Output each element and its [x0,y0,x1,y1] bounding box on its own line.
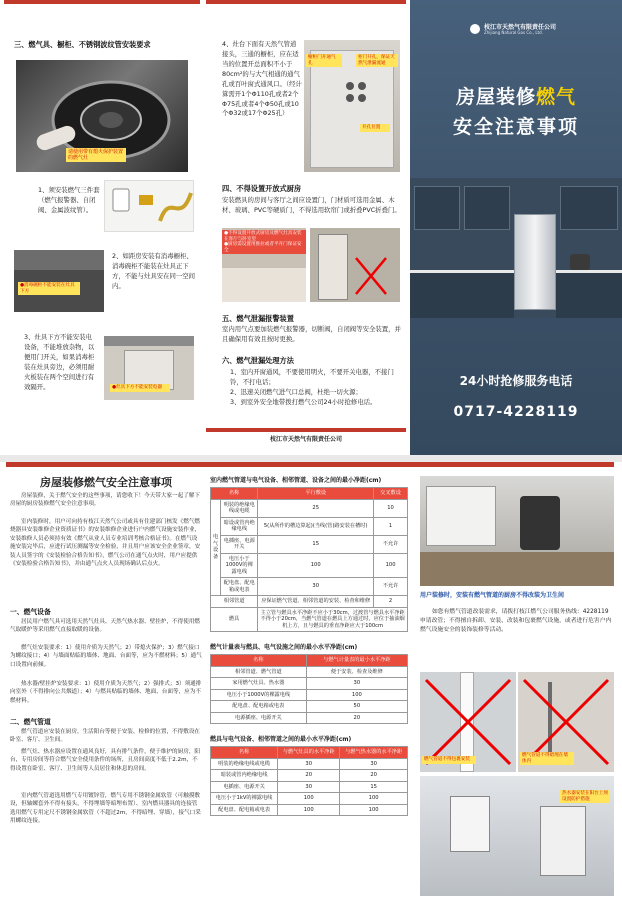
pipeline-title: 二、燃气管道 [10,718,51,726]
t3-r4c1: 100 [278,804,340,816]
pipe-enclosed-photo [420,672,516,772]
t1-r1c0: 暗设或管内绝缘电线 [221,517,258,535]
t2-r4c1: 20 [306,712,407,724]
table1 [210,487,408,632]
cabinet-vent-photo [304,40,400,172]
t1-r3c0: 电压小于1000V的裸露电线 [221,553,258,578]
brochure-inner-sheet [0,462,622,906]
equipment-text-3: 热水器/壁挂炉安装要求：1）使用介质为天然气；2）强排式；3）须通排向室外（不得排向公共烟道）；4）与燃具贴临的墙体、地面、台面等，应为不燃材料。 [10,681,202,704]
t3-r1c2: 20 [340,770,408,782]
section5-title: 五、燃气泄漏报警装置 [222,314,294,323]
lower-cabinet-right [556,270,622,318]
table2-title: 燃气计量表与燃具、电气设施之间的最小水平净距(cm) [210,644,358,651]
t2-r1c0: 家用燃气灶具、热水器 [211,678,307,690]
item3-caption: ●灶具下方不能安装电器 [110,384,170,392]
company-logo-icon [470,24,480,34]
kitchen-photo [420,476,614,586]
heater-unit [450,796,490,852]
item2-text: 2、如距房安装有消毒橱柜、消毒碗柜不能装在灶具正下方，不能与灶具安在同一空间内。 [112,252,196,290]
t3-r2c0: 电插座、电源开关 [211,781,278,793]
countertop [104,336,194,346]
equipment-title: 一、燃气设备 [10,608,51,616]
hotline-number: 0717-4228119 [453,404,579,420]
t2-r0c0: 相邻管道、燃气管道 [211,666,307,678]
counter [420,552,614,586]
water-heater [520,496,560,550]
t2-r2c1: 100 [306,689,407,701]
cover-panel [410,0,622,455]
t1-r2c0: 电插座、电源开关 [221,535,258,553]
pipeline-text-3: 室内燃气管道选用燃气专用镀锌管，燃气专用不锈钢金属软管（可触摸敷设，但轴螺套外不得有接头，不得埋墙等暗埋布置）、室内燃具器具的连接管选用燃气专用定尺不锈钢金属软管（不超过2m，不得暗埋、穿墙），接气口采用螺纹连接。 [10,793,201,825]
item2-caption: ●消毒碗柜不能安装在灶具下方 [18,282,80,295]
heater-cabinet [540,806,586,876]
t1-r6c0: 燃具 [211,607,258,632]
photo-caption-1: 燃气管道不得包裹安装 [422,756,476,764]
photo-caption-3: 热水器安装在阳台上须设置防护措施 [560,790,610,803]
item1-text: 1、须安装燃气三件套（燃气报警器、自闭阀、金属波纹管）。 [38,186,100,214]
t3-r1c0: 暗装或管内绝缘电线 [211,770,278,782]
t1-r1c2: 1 [374,517,408,535]
t3-r0c1: 30 [278,758,340,770]
t1-r5c0: 相邻管道 [211,596,258,608]
panel1-top-bar [4,0,200,4]
table3-title: 燃具与电气设备、相邻管道之间的最小水平净距(cm) [210,736,352,743]
cover-title-highlight: 燃气 [536,86,577,108]
cover-title-pre: 房屋装修 [455,86,536,108]
panel2-footer: 枝江市天然气有限责任公司 [269,436,342,443]
t3-r1c1: 20 [278,770,340,782]
inner-main-title: 房屋装修燃气安全注意事项 [40,476,172,489]
table3 [210,746,408,816]
stove-appliance-photo [104,336,194,400]
section6-title: 六、燃气泄漏处理方法 [222,356,294,365]
t2-h0: 名称 [211,655,307,667]
t3-r3c0: 电压小于1kV的裸露电线 [211,793,278,805]
item3-text: 3、灶具下方不能安装电设备，不能堆放杂物，以便用门开关，如果消毒柜装在灶具旁边，必须用耐火板装在两个空间进行有效隔开。 [24,333,95,391]
gas-kit-photo [104,180,194,232]
upper-cabinet-mid [464,186,510,230]
t1-r4c0: 配电盘、配电箱或电表 [221,578,258,596]
t2-h1: 与燃气计量表的最小水平净距 [306,655,407,667]
t1-r1c1: 5(从所作的槽边算起)(当线(管)路安装在槽时) [258,517,374,535]
equipment-text-2: 燃气灶安装要求：1）使用介质为天然气；2）带熄火保护；3）燃气接口为螺纹接口；4）与墙面贴临的墙体、地面、台面等，应为不燃材料；5）通气口设置向前倾。 [10,645,202,668]
upper-cabinet-left [414,186,460,230]
t1-r3c1: 100 [258,553,374,578]
intro-paragraph-2: 室内装修时，用户可向持有枝江天然气公司或具有住建部门核发《燃气燃烧器具安装维修企业资质证书》的安装维修企业进行户内燃气设施安装作业，安装维修人员必须持有效《燃气从业人员专业培训考核合格证书》。在燃气设施安装完毕后，应进行试压测漏等安全检验，并且用户应该安全企业签章，安装人员签字的《安装检验合格告知书》，燃气公司在通气点火时，用户应提供《安装检验合格告知书》，并由通气点火人员现场确认后点火。 [10,519,201,567]
cover-title-line2: 安全注意事项 [452,116,579,138]
pipe-embedded-photo [518,672,614,772]
section6-item-3: 3、到室外安全地带拨打燃气公司24小时抢修电话。 [230,398,377,406]
gas-stove-photo [16,60,188,172]
gas-alarm-valve-hose-icon [105,181,194,232]
cover-title-line1 [410,82,622,109]
section3-heading: 三、燃气具、橱柜、不锈钢波纹管安装要求 [14,40,151,49]
pot [570,254,590,270]
section4-caption: ●不得设置开放式厨房及燃气灶具安装在客厅与卧室里 ●厨房需设置用推拉或者平开门保证安全 [222,230,306,254]
t3-r3c2: 100 [340,793,408,805]
t1-r0c0: 明装的绝缘电线或电缆 [221,499,258,517]
kitchen-illustration [410,178,622,318]
equipment-text-1: 居民用户燃气具可选用天然气灶具、天然气热水器、壁挂炉，不得使用燃气取暖炉等采用燃气直接取暖的设备。 [10,619,201,634]
t3-r0c2: 30 [340,758,408,770]
t1-r0c2: 10 [374,499,408,517]
t3-r0c0: 明装的绝缘电线或电缆 [211,758,278,770]
stove-caption: 请使用带有熄火保护装置的燃气灶 [66,148,126,162]
t1-h1: 平行敷设 [258,488,374,500]
t1-r2c2: 不允许 [374,535,408,553]
vent-holes-icon [344,80,374,110]
balcony-heater-photo [420,776,614,896]
pipeline-text-1: 燃气管道应安装在厨房，生活阳台等便于安装、检修的位置，不得敷设在卧室、客厅、卫生间。 [10,729,201,744]
section6-item-2: 2、迅速关闭燃气进气口总阀，杜绝一切火源； [230,388,362,396]
t2-r4c0: 电源插座、电源开关 [211,712,307,724]
t1-r0c1: 25 [258,499,374,517]
item4-text: 4、灶台下面有天然气管道接头，三通的橱柜，应在适当的位置开总面积不小于80cm²的与大气相通的通气孔或百叶窗式通风口。（经计算需开1个Φ110孔或者2个Φ75孔或者4个Φ50孔或10个Φ32或17个Φ25孔） [222,40,302,118]
t3-r4c0: 配电盘、配电箱或电表 [211,804,278,816]
panel2-bottom-bar [206,428,406,432]
t3-r4c2: 100 [340,804,408,816]
t1-r5c2: 2 [374,596,408,608]
panel2-top-bar [206,0,406,4]
vent-caption-3: 开孔位置 [360,124,390,132]
t3-r2c2: 15 [340,781,408,793]
tables-panel [210,472,408,816]
t2-r2c0: 电压小于1000V的裸露电线 [211,689,307,701]
t1-r4c1: 30 [258,578,374,596]
t1-r4c2: 不允许 [374,578,408,596]
red-x-icon [310,228,400,302]
t3-r3c1: 100 [278,793,340,805]
open-kitchen-photo [222,228,306,302]
cover-company-name: 枝江市天然气有限责任公司 [484,24,557,31]
t3-r2c1: 30 [278,781,340,793]
t2-r1c1: 30 [306,678,407,690]
t1-h0: 名称 [211,488,258,500]
t1-r2c1: 15 [258,535,374,553]
vent-caption-1: 橱柜门开通气孔 [306,54,342,67]
t3-h0: 名称 [211,747,278,759]
t3-h2: 与燃气热水器的水平净距 [340,747,408,759]
t1-r5c1: 应保证燃气管道、相邻管道的安装、检查和维修 [258,596,374,608]
t2-r0c1: 便于安装、检查及维修 [306,666,407,678]
t1-group: 电气设备 [211,499,221,596]
kitchen-counter [222,268,306,302]
t1-h2: 交叉敷设 [374,488,408,500]
t1-r6c1: 主立管与燃具水平净距不应小于30cm，过渡管与燃具水平净距不得小于20cm，当燃气管道在燃具上方通过时，应位于抽油烟机上方，且与燃具的垂直净距应大于100cm [258,607,408,632]
table2 [210,654,408,724]
notice-title: 用户装修时，安装有燃气管道的厨房不得改装为卫生间 [420,592,565,599]
cover-company-en: Zhijiang Natural Gas Co., Ltd. [484,30,543,35]
section4-text: 安装燃具的房间与客厅之间应设置门，门材质可选用金属、木材、玻璃、PVC等硬质门，不得选用软帘门或折叠PVC折叠门。 [222,196,401,214]
sheet-separator [0,455,622,462]
intro-paragraph-1: 房屋装修，关于燃气安全的这些事项，请您收下！今天带大家一起了解下房屋的厨房装修燃气安全注意事项。 [10,493,201,508]
t2-r3c1: 50 [306,701,407,713]
section4-title: 四、不得设置开放式厨房 [222,184,302,193]
notice-text: 如您有燃气管道改装需求，请拨打枝江燃气公司服务热线：4228119申请改管；不得擅自拆卸、安装、改装和包裹燃气设施，或者进行危害户内燃气设施安全的装饰装修等活动。 [420,609,612,633]
kitchen-door-photo [310,228,400,302]
t2-r3c0: 配电盘、配电箱或电表 [211,701,307,713]
hotline-label: 24小时抢修服务电话 [459,374,573,388]
lower-cabinet-left [410,270,514,318]
photo-caption-2: 燃气管道不得暗埋在墙体内 [520,752,574,765]
t1-r3c2: 100 [374,553,408,578]
refrigerator [514,214,556,310]
upper-cabinet-right [560,186,618,230]
t3-h1: 与燃气灶具的水平净距 [278,747,340,759]
vent-caption-2: 柜门开孔，保证天然气泄漏流通 [356,54,398,67]
disinfection-cabinet-photo [14,250,104,312]
wall-cabinet [426,486,496,546]
section6-item-1: 1、室内开窗通风，不要使用明火，不要开关电器，不接门铃，不打电话； [230,368,394,386]
inner-top-bar [6,462,614,467]
section5-text: 室内用气点要加装燃气报警器，切断阀，自闭阀等安全装置，并且确保用有效且按时更换。 [222,325,401,343]
table1-title: 室内燃气管道与电气设备、相邻管道、设备之间的最小净距(cm) [210,477,382,484]
pipeline-text-2: 燃气灶、热水器应设置在通风良好，具有排气条件，便于维护的厨房，阳台，专用房间等符合燃气安全使用条件的场所，且房间高度不低于2.2m，不得设置在卧室、客厅、卫生间等人员居住和休息的房间。 [10,749,201,772]
